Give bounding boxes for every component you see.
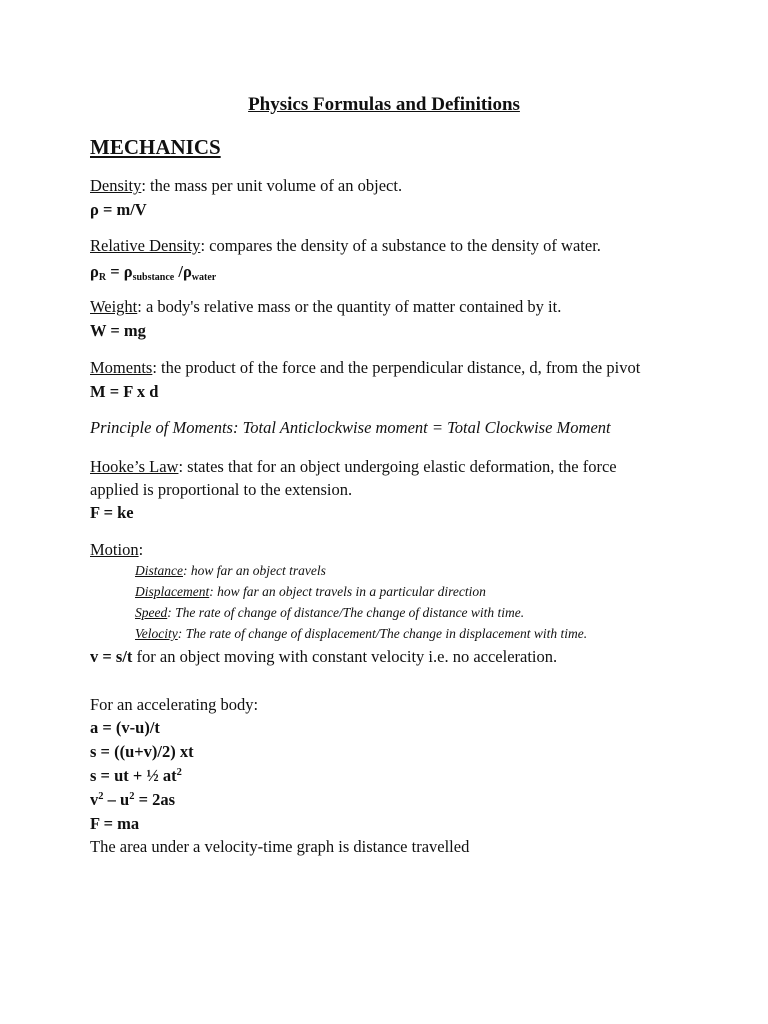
weight-formula: W = mg xyxy=(90,321,146,340)
density-text: : the mass per unit volume of an object. xyxy=(141,176,403,195)
motion-term: Motion xyxy=(90,540,139,559)
moments-formula: M = F x d xyxy=(90,382,159,401)
relative-density-text: : compares the density of a substance to the density of water. xyxy=(200,236,601,255)
velocity-time-graph-note: The area under a velocity-time graph is distance travelled xyxy=(90,837,470,856)
hookes-law-term: Hooke’s Law xyxy=(90,457,179,476)
document-title: Physics Formulas and Definitions xyxy=(248,94,520,115)
suvat-formula-s-average: s = ((u+v)/2) xt xyxy=(90,742,194,761)
acceleration-formula: a = (v-u)/t xyxy=(90,718,160,737)
hookes-law-definition xyxy=(90,457,617,477)
relative-density-formula: $\rho_R = \rho_{substance}$ $/\rho_{water}$ xyxy=(90,262,217,283)
hookes-law-formula: F = ke xyxy=(90,503,134,522)
suvat-formula-s-ut: s = ut + ½ $at^2$ xyxy=(90,766,182,785)
principle-of-moments: Principle of Moments: Total Anticlockwise moment = Total Clockwise Moment xyxy=(90,418,611,437)
velocity-formula: v = s/t xyxy=(90,647,133,666)
weight-term: Weight xyxy=(90,297,138,316)
density-formula: ρ = m/V xyxy=(90,200,147,219)
motion-item-velocity: Velocity: The rate of change of displacement/The change in displacement with time. xyxy=(135,626,588,641)
motion-heading: Motion: xyxy=(90,540,144,559)
motion-item-distance: Distance: how far an object travels xyxy=(135,563,326,578)
density-definition xyxy=(90,176,402,196)
velocity-formula-line: v = s/t for an object moving with constant velocity i.e. no acceleration. xyxy=(90,647,558,666)
section-heading: MECHANICS xyxy=(90,135,221,159)
weight-definition xyxy=(90,297,561,317)
newton-second-law-formula: F = ma xyxy=(90,814,140,833)
hookes-law-text-1: : states that for an object undergoing elastic deformation, the force xyxy=(178,457,617,476)
relative-density-term: Relative Density xyxy=(90,236,201,255)
accelerating-intro: For an accelerating body: xyxy=(90,695,259,714)
hookes-law-text-2: applied is proportional to the extension. xyxy=(90,480,353,499)
relative-density-definition xyxy=(90,236,601,256)
density-term: Density xyxy=(90,176,142,195)
motion-item-speed: Speed: The rate of change of distance/The change of distance with time. xyxy=(135,605,525,620)
suvat-formula-v-squared: $v^2 - u^2 = 2as$ xyxy=(90,790,176,809)
moments-definition xyxy=(90,358,640,378)
moments-text: : the product of the force and the perpendicular distance, d, from the pivot xyxy=(152,358,641,377)
moments-term: Moments xyxy=(90,358,153,377)
weight-text: : a body's relative mass or the quantity of matter contained by it. xyxy=(137,297,562,316)
motion-item-displacement: Displacement: how far an object travels in a particular direction xyxy=(135,584,486,599)
